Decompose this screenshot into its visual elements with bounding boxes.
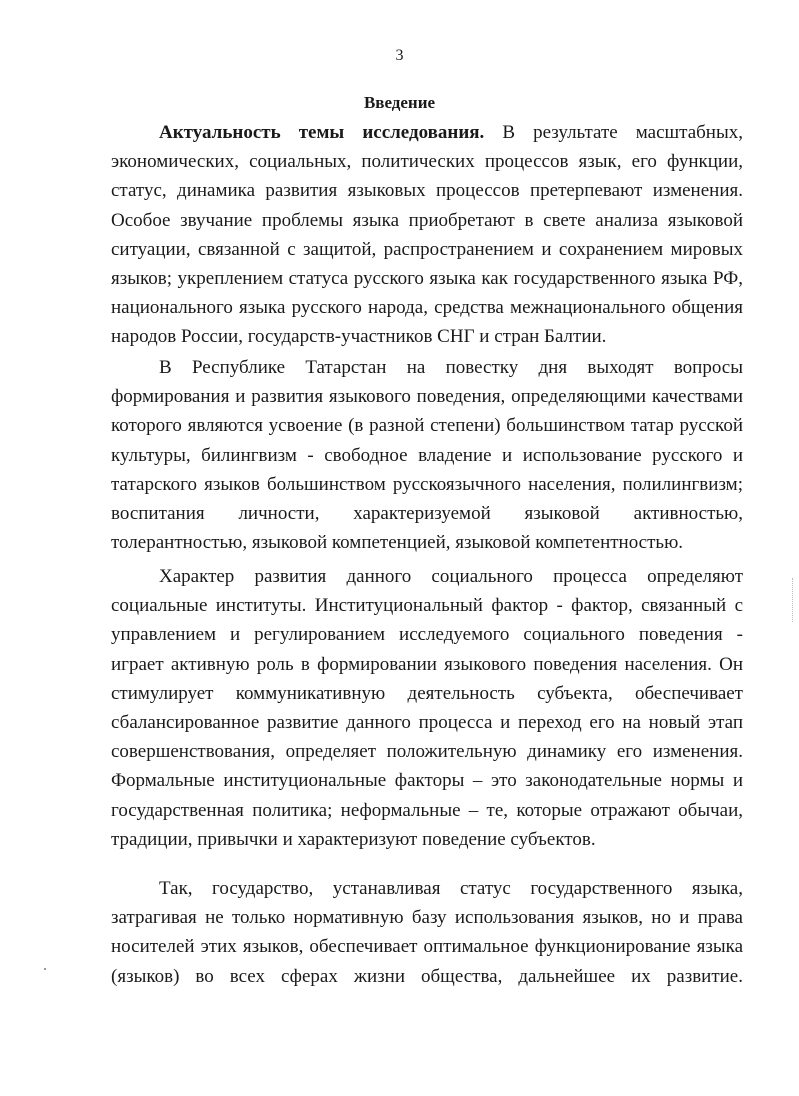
paragraph-line: совершенствования, определяет положительную динамику его изменения. bbox=[111, 741, 743, 763]
paragraph-line: традиции, привычки и характеризуют поведение субъектов. bbox=[111, 828, 596, 850]
scan-dot bbox=[44, 968, 46, 970]
paragraph-line: языков; укреплением статуса русского языка как государственного языка РФ, bbox=[111, 267, 743, 289]
paragraph-line: Формальные институциональные факторы – это законодательные нормы и bbox=[111, 770, 743, 792]
paragraph-line: В Республике Татарстан на повестку дня выходят вопросы bbox=[159, 357, 743, 378]
paragraph-line: народов России, государств-участников СНГ и стран Балтии. bbox=[111, 326, 607, 348]
paragraph-institutions bbox=[111, 562, 743, 854]
paragraph-line: воспитания личности, характеризуемой языковой активностью, bbox=[111, 502, 743, 524]
paragraph-line: носителей этих языков, обеспечивает оптимальное функционирование языка bbox=[111, 936, 743, 958]
paragraph-line: культуры, билингвизм - свободное владение и использование русского и bbox=[111, 444, 743, 466]
paragraph-line: экономических, социальных, политических процессов язык, его функции, bbox=[111, 151, 743, 173]
section-heading: Введение bbox=[363, 93, 436, 112]
paragraph-line bbox=[111, 118, 743, 147]
paragraph-line: национального языка русского народа, средства межнационального общения bbox=[111, 297, 743, 319]
paragraph-tatarstan bbox=[111, 353, 743, 557]
paragraph-line: социальные институты. Институциональный фактор - фактор, связанный с bbox=[111, 595, 743, 617]
paragraph-line: формирования и развития языкового поведения, определяющими качествами bbox=[111, 386, 743, 408]
paragraph-line: статус, динамика развития языковых процессов претерпевают изменения. bbox=[111, 180, 743, 202]
paragraph-line: управлением и регулированием исследуемого социального поведения - bbox=[111, 624, 743, 646]
paragraph-line: государственная политика; неформальные – те, которые отражают обычаи, bbox=[111, 799, 743, 821]
paragraph-line: стимулирует коммуникативную деятельность субъекта, обеспечивает bbox=[111, 682, 743, 704]
scan-margin-mark bbox=[792, 578, 795, 622]
paragraph-state bbox=[111, 874, 743, 991]
paragraph-line: толерантностью, языковой компетенцией, языковой компетентностью. bbox=[111, 532, 684, 554]
paragraph-line: (языков) во всех сферах жизни общества, дальнейшее их развитие. bbox=[111, 965, 743, 987]
paragraph-line: Особое звучание проблемы языка приобретают в свете анализа языковой bbox=[111, 209, 743, 231]
paragraph-line: Так, государство, устанавливая статус государственного языка, bbox=[159, 878, 743, 899]
page-number: 3 bbox=[395, 47, 404, 64]
relevance-lead: Актуальность темы исследования. bbox=[159, 122, 485, 143]
paragraph-line: затрагивая не только нормативную базу использования языков, но и права bbox=[111, 907, 743, 929]
paragraph-line: татарского языков большинством русскоязычного населения, полилингвизм; bbox=[111, 473, 743, 495]
paragraph-line: ситуации, связанной с защитой, распространением и сохранением мировых bbox=[111, 238, 743, 260]
paragraph-line: которого являются усвоение (в разной степени) большинством татар русской bbox=[111, 415, 743, 437]
paragraph-line: играет активную роль в формировании языкового поведения населения. Он bbox=[111, 653, 743, 675]
paragraph-line: Характер развития данного социального процесса определяют bbox=[159, 566, 743, 587]
paragraph-relevance bbox=[111, 118, 743, 352]
paragraph-line-text: В результате масштабных, bbox=[484, 122, 743, 143]
paragraph-line: сбалансированное развитие данного процесса и переход его на новый этап bbox=[111, 711, 743, 733]
